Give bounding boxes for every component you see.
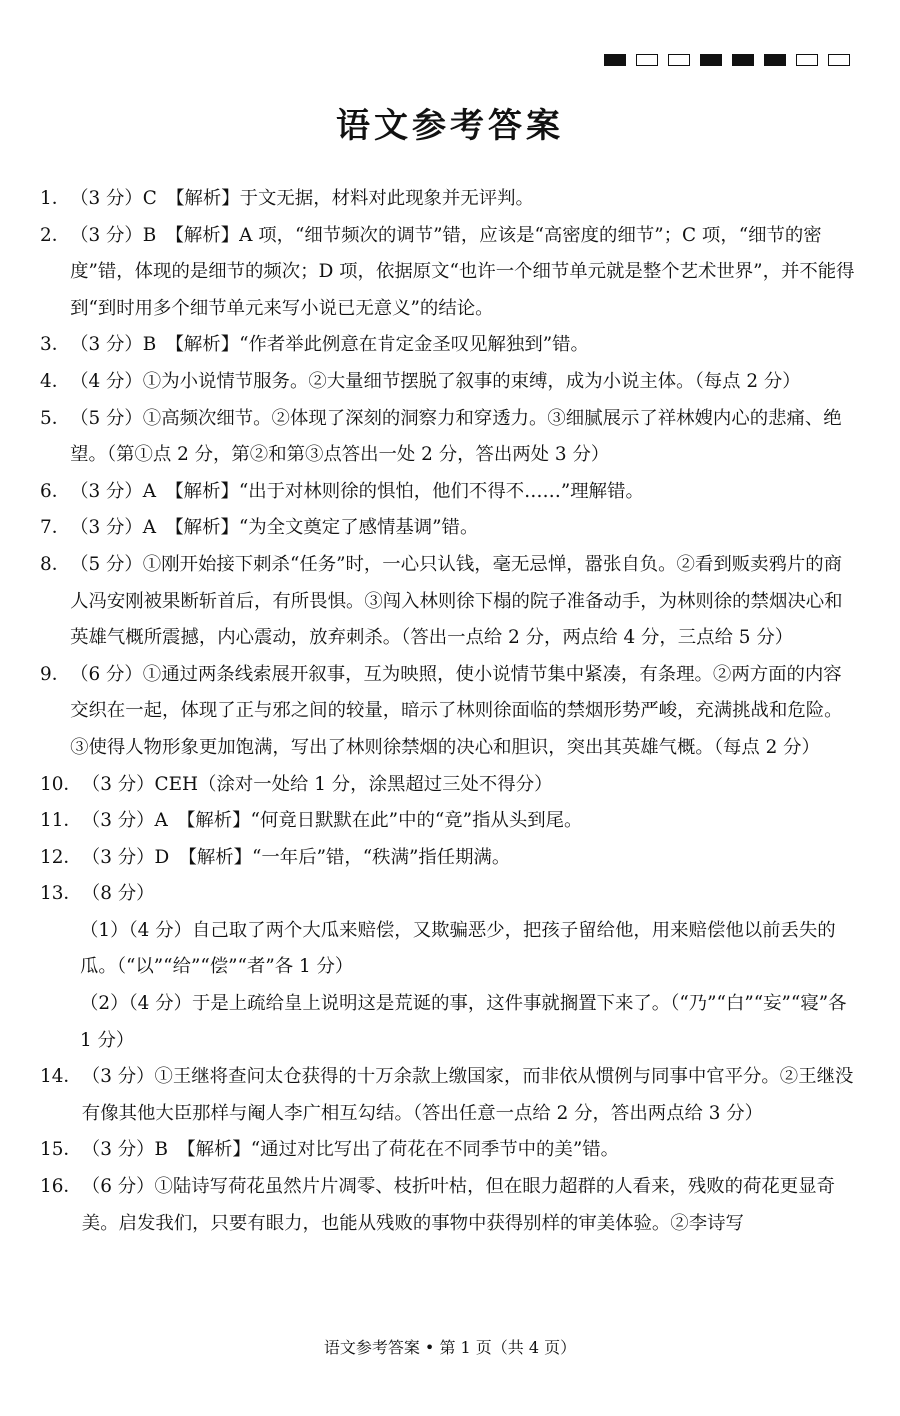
item-text: （8 分） [81, 883, 155, 905]
item-number: 10． [40, 773, 82, 795]
empty-square-mark [796, 54, 818, 66]
item-number: 8． [40, 553, 71, 575]
item-number: 12． [40, 846, 82, 868]
item-number: 1． [40, 188, 71, 209]
item-number: 16． [40, 1176, 82, 1198]
answer-item [40, 401, 860, 474]
item-text: （5 分）①刚开始接下刺杀“任务”时，一心只认钱，毫无忌惮，嚣张自负。②看到贩卖鸦片的商人冯安刚被果断斩首后，有所畏惧。③闯入林则徐下榻的院子准备动手，为林则徐的禁烟决心和英雄气概所震撼，内心震动，放弃刺杀。（答出一点给 2 分，两点给 4 分，三点给 5 分） [70, 553, 843, 649]
item-text: （3 分）A 【解析】“何竟日默默在此”中的“竟”指从头到尾。 [81, 810, 583, 832]
corner-marks [604, 54, 850, 66]
item-number: 3． [40, 334, 71, 356]
answer-subitem [40, 913, 860, 986]
answer-item [40, 218, 860, 328]
item-text: （3 分）①王继将查问太仓获得的十万余款上缴国家，而非依从惯例与同事中官平分。②王继没有像其他大臣那样与阉人李广相互勾结。（答出任意一点给 2 分，答出两点给 3 分） [81, 1066, 854, 1124]
answer-item [40, 840, 860, 877]
item-text: （3 分）B 【解析】A 项，“细节频次的调节”错，应该是“高密度的细节”；C 项，“细节的密度”错，体现的是细节的频次；D 项，依据原文“也许一个细节单元就是整个艺术世界”，并不能得到“到时用多个细节单元来写小说已无意义”的结论。 [70, 224, 855, 319]
item-number: 7． [40, 517, 71, 539]
item-text: （6 分）①通过两条线索展开叙事，互为映照，使小说情节集中紧凑，有条理。②两方面的内容交织在一起，体现了正与邪之间的较量，暗示了林则徐面临的禁烟形势严峻，充满挑战和危险。③使得人物形象更加饱满，写出了林则徐禁烟的决心和胆识，突出其英雄气概。（每点 2 分） [70, 663, 843, 758]
filled-square-mark [764, 54, 786, 66]
item-number: 9． [40, 663, 71, 685]
filled-square-mark [700, 54, 722, 66]
answer-item [40, 803, 860, 840]
answer-item [40, 876, 860, 913]
item-text: （3 分）CEH（涂对一处给 1 分，涂黑超过三处不得分） [81, 773, 553, 795]
page-footer: 语文参考答案 • 第 1 页（共 4 页） [323, 1338, 577, 1357]
item-number: 13． [40, 883, 82, 905]
item-text: （3 分）B 【解析】“作者举此例意在肯定金圣叹见解独到”错。 [70, 334, 589, 356]
item-text: （3 分）C 【解析】于文无据，材料对此现象并无评判。 [70, 188, 534, 209]
answer-list [40, 181, 860, 1242]
item-text: （5 分）①高频次细节。②体现了深刻的洞察力和穿透力。③细腻展示了祥林嫂内心的悲痛、绝望。（第①点 2 分，第②和第③点答出一处 2 分，答出两处 3 分） [70, 407, 842, 466]
answer-item [40, 1132, 860, 1169]
answer-item [40, 1059, 860, 1132]
item-number [40, 986, 80, 1059]
answer-item [40, 547, 860, 657]
item-text: （3 分）A 【解析】“为全文奠定了感情基调”错。 [70, 517, 479, 539]
empty-square-mark [828, 54, 850, 66]
item-text: （6 分）①陆诗写荷花虽然片片凋零、枝折叶枯，但在眼力超群的人看来，残败的荷花更显奇美。启发我们，只要有眼力，也能从残败的事物中获得别样的审美体验。②李诗写 [81, 1176, 835, 1234]
filled-square-mark [604, 54, 626, 66]
item-number: 15． [40, 1139, 82, 1161]
item-number: 5． [40, 407, 71, 429]
empty-square-mark [668, 54, 690, 66]
item-text: （3 分）D 【解析】“一年后”错，“秩满”指任期满。 [81, 846, 511, 868]
item-text: （3 分）B 【解析】“通过对比写出了荷花在不同季节中的美”错。 [81, 1139, 620, 1161]
page-title: 语文参考答案 [336, 106, 564, 146]
empty-square-mark [636, 54, 658, 66]
item-text: （4 分）①为小说情节服务。②大量细节摆脱了叙事的束缚，成为小说主体。（每点 2 分） [70, 370, 801, 392]
item-number: 14． [40, 1066, 82, 1088]
item-number: 6． [40, 480, 71, 502]
answer-item [40, 474, 860, 511]
answer-item [40, 1169, 860, 1242]
item-number [40, 913, 80, 986]
item-text: （2）（4 分）于是上疏给皇上说明这是荒诞的事，这件事就搁置下来了。（“乃”“白”“妄”“寝”各 1 分） [80, 993, 847, 1051]
answer-item [40, 657, 860, 767]
answer-item [40, 510, 860, 547]
answer-item [40, 327, 860, 364]
answer-subitem [40, 986, 860, 1059]
answer-item [40, 767, 860, 804]
item-text: （1）（4 分）自己取了两个大瓜来赔偿，又欺骗恶少，把孩子留给他，用来赔偿他以前丢失的瓜。（“以”“给”“偿”“者”各 1 分） [80, 919, 836, 978]
answer-item [40, 364, 860, 401]
item-text: （3 分）A 【解析】“出于对林则徐的惧怕，他们不得不……”理解错。 [70, 480, 644, 502]
item-number: 4． [40, 370, 71, 392]
item-number: 11． [40, 810, 82, 832]
item-number: 2． [40, 224, 71, 246]
answer-item [40, 181, 860, 218]
filled-square-mark [732, 54, 754, 66]
